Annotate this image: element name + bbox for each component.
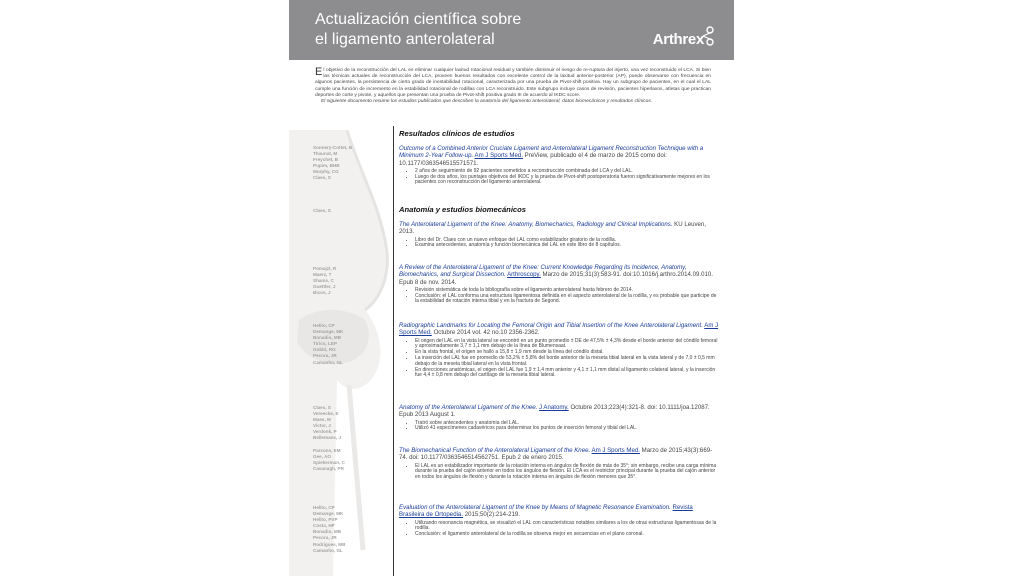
ref-1-title[interactable]: The Anterolateral Ligament of the Knee: Anatomy, Biomechanics, Radiology and Clinical Implications. (399, 221, 673, 228)
ref-4-citation: Octubre 2013;223(4):321-8. doi: 10.1111/joa.12087. Epub 2013 August 1. (399, 404, 710, 419)
list-item: • En direcciones anatómicas, el origen del LAL fue 1,9 ± 1,4 mm anterior y 4,1 ± 1,1 mm distal al ligamento colateral lateral, y la inserción fue 4,4 ± 0,8 mm debajo del cartílago de la meseta tibial lateral. (415, 368, 719, 380)
ref-4-authors: Claes, S Vereecke, E Maes, M Victor, J Verdonk, P Bellemans, J (313, 405, 342, 441)
ref-6-title[interactable]: Evaluation of the Anterolateral Ligament of the Knee by Means of Magnetic Resonance Examination. (399, 504, 671, 511)
ref-0 (399, 145, 719, 186)
page-title: Actualización científica sobre el ligamento anterolateral (315, 11, 522, 48)
list-item: • El LAL es un estabilizador importante de la rotación interna en ángulos de flexión de más de 35°; sin embargo, recibe una carga mínima durante la prueba del cajón anterior en todos los ángulos de flexión. El LCA es el restrictor principal durante la prueba del cajón anterior en todos los ángulos de flexión y durante la rotación interna en ángulos de flexión menores que 35°. (415, 464, 719, 481)
list-item: • La inserción del LAL fue en promedio de 53,2% ± 5,8% del borde anterior de la meseta tibial lateral en la vista lateral y de 7,0 ± 0,5 mm debajo de la meseta tibial lateral en la vista frontal. (415, 356, 719, 368)
list-item: • 2 años de seguimiento de 92 pacientes sometidos a reconstrucción combinada del LCA y del LAL. (415, 169, 719, 175)
drop-cap: E (315, 66, 323, 78)
ref-4 (399, 404, 719, 432)
ref-6-authors: Helito, CP Demange, MK Helito, PVP Costa, HP Bonadio, MB Pecora, JR Rodrigues, MB Camanho, GL (313, 505, 346, 553)
ref-3-authors: Helito, CP Demange, MK Bonadio, MB Tirico, LEP Gobbi, RG Pecora, JR Camanho, GL (313, 323, 344, 365)
ref-2-authors: Pomajzl, R Maerz, T Shams, C Guettler, J Bicos, J (313, 266, 337, 296)
ref-3-journal[interactable]: Am J Sports Med. (399, 322, 719, 337)
page-header (289, 0, 734, 60)
section-title-anatomy: Anatomía y estudios biomecánicos (399, 205, 527, 214)
ref-6 (399, 504, 719, 538)
ref-3-title[interactable]: Radiographic Landmarks for Locating the Femoral Origin and Tibial Insertion of the Knee Anterolateral Ligament. (399, 322, 703, 329)
intro-text: E l objetivo de la reconstrucción del LAL es eliminar cualquier laxitud rotacional residual y también disminuir el riesgo de re-ruptura del injerto, una vez reconstruido el LCA. Si bien las técnicas actuales de reconstrucción del LCA, proveen buenos resultados con excelente control de la laxitud anterior-posterior (AP), puede observarse con frecuencia en algunos pacientes, la persistencia de cierto grado de inestabilidad rotacional, caracterizada por una prueba de Pivot-shift positiva. Hay un subgrupo de pacientes, en el cual el LAL cumple una función de incremento en la estabilidad rotacional de rodillas con LCA reconstruido. Este subgrupo incluye casos de revisión, pacientes hiperlaxos, atletas que practican deportes de corte y pivote, y aquellos que presentan una prueba de Pivot-shift positiva grado III de acuerdo al IKDC score. El siguiente documento resume los estudios publicados que describen la anatomía del ligamento anterolateral, datos biomecánicos y resultados clínicos. (315, 66, 711, 105)
ref-5-title[interactable]: The Biomechanical Function of the Anterolateral Ligament of the Knee. (399, 447, 591, 454)
list-item: • El origen del LAL en la vista lateral se encontró en un punto promedio ± DE de 47,5% ± 4,3% desde el borde anterior del cóndilo femoral y aproximadamente 3,7 ± 1,1 mm debajo de la línea de Blumensaat. (415, 339, 719, 351)
ref-2 (399, 264, 719, 305)
ref-1-citation: KU Leuven, 2013. (399, 221, 707, 236)
list-item: • Conclusión: el ligamento anterolateral de la rodilla se observa mejor en secuencias en el plano coronal. (415, 532, 719, 538)
ref-6-journal[interactable]: Revista Brasileira de Ortopedia. (399, 504, 693, 519)
ref-0-authors: Sonnery-Cottet, B Thaunat, M Freychet, B Pupim, BHB Murphy, CG Claes, S (313, 145, 353, 181)
ref-1 (399, 221, 719, 249)
list-item: • Examina antecedentes, anatomía y función biomecánica del LAL en este libro de 8 capítulos. (415, 243, 719, 249)
ref-1-authors: Claes, S (313, 208, 331, 213)
ref-0-bullets (399, 169, 719, 186)
ref-0-citation: PreView, publicado el 4 de marzo de 2015 como doi: 10.1177/0363546515571571. (399, 152, 667, 167)
ref-2-bullets (399, 288, 719, 305)
list-item: • En la vista frontal, el origen se halló a 15,8 ± 1,9 mm desde la línea del cóndilo distal. (415, 350, 719, 356)
list-item: • Revisión sistemática de toda la bibliografía sobre el ligamento anterolateral hasta febrero de 2014. (415, 288, 719, 294)
ref-2-citation: Marzo de 2015;31(3):583-91. doi:10.1016/j.arthro.2014.09.010. Epub 8 de nov. 2014. (399, 271, 713, 286)
ref-3 (399, 322, 719, 379)
list-item: • Conclusión: el LAL conforma una estructura ligamentosa definida en el aspecto anterolateral de la rodilla, y es probable que participe de la estabilidad de rotación interna tibial y en la fractura de Segond. (415, 294, 719, 306)
ref-4-journal[interactable]: J Anatomy. (539, 404, 569, 411)
ref-5 (399, 447, 719, 481)
ref-5-bullets (399, 464, 719, 481)
document-page (289, 0, 734, 576)
list-item: • Libro del Dr. Claes con un nuevo enfoque del LAL como estabilizador giratorio de la rodilla. (415, 238, 719, 244)
list-item: • Tratró sobre antecedentes y anatomía del LAL. (415, 421, 719, 427)
ref-5-authors: Parsons, EM Gee, AO Spiekerman, C Cavanagh, PR (313, 448, 345, 472)
ref-2-title[interactable]: A Review of the Anterolateral Ligament of the Knee: Current Knowledge Regarding its Incidence, Anatomy, Biomechanics, and Surgical Dissection. (399, 264, 687, 279)
scissors-icon (702, 25, 718, 47)
brand-logo: Arthrex (652, 31, 704, 48)
list-item: • Luego de dos años, los puntajes objetivos del IKDC y la prueba de Pivot-shift postoperatoria fueron significativamente mejores en los pacientes con reconstrucción del ligamento anterolateral. (415, 175, 719, 187)
ref-6-citation: 2015;50(2):214-219. (464, 511, 520, 519)
ref-4-title[interactable]: Anatomy of the Anterolateral Ligament of the Knee. (399, 404, 538, 411)
list-item: • Utilizó 41 especímenes cadavéricos para determinar los puntos de inserción femoral y tibial del LAL. (415, 426, 719, 432)
list-item: • Utilizando resonancia magnética, se visualizó el LAL con características notables similares a los de otras estructuras ligamentosas de la rodilla. (415, 521, 719, 533)
ref-2-journal[interactable]: Arthroscopy. (507, 271, 541, 279)
ref-6-bullets (399, 521, 719, 538)
ref-0-journal[interactable]: Am J Sports Med. (474, 152, 523, 160)
ref-5-citation: Marzo de 2015;43(3):669-74. doi: 10.1177/0363546514562751. Epub 2 de enero 2015. (399, 447, 713, 462)
ref-1-bullets (399, 238, 719, 250)
ref-3-bullets (399, 339, 719, 380)
ref-0-title[interactable]: Outcome of a Combined Anterior Cruciate Ligament and Anterolateral Ligament Reconstruction Technique with a Minimum 2-Year Follow-up. (399, 145, 704, 160)
section-title-clinical: Resultados clínicos de estudios (399, 129, 515, 138)
ref-3-citation: Octubre 2014 vol. 42 no.10 2356-2362. (433, 329, 540, 337)
column-divider (393, 126, 394, 576)
ref-4-bullets (399, 421, 719, 433)
ref-5-journal[interactable]: Am J Sports Med. (591, 447, 640, 454)
